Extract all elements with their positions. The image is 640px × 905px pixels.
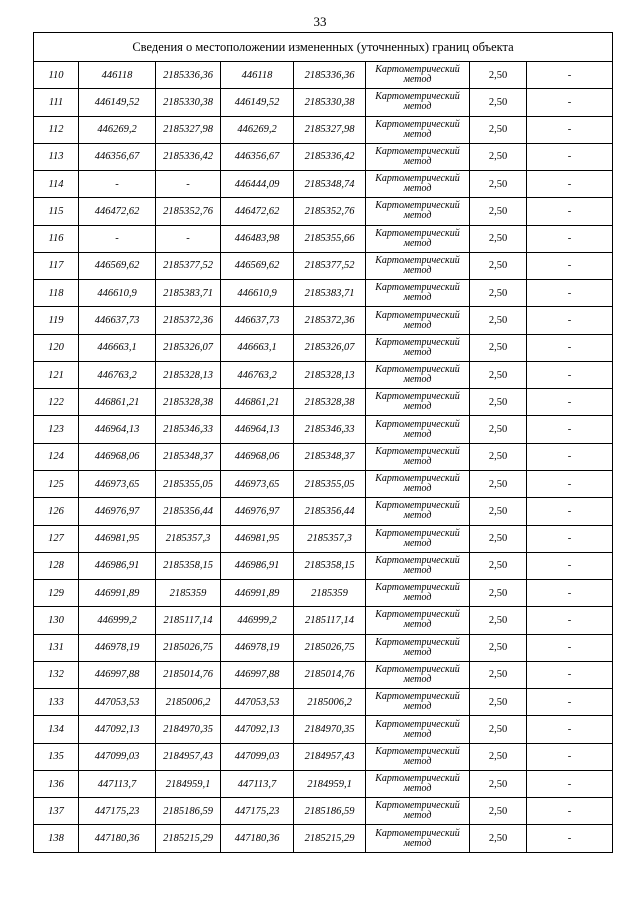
point-number-cell: 129 (34, 580, 79, 607)
refined-y-cell: 2185355,05 (294, 470, 366, 497)
determination-method-cell: Картометрический метод (366, 62, 470, 89)
existing-y-cell: 2185330,38 (156, 89, 221, 116)
refined-x-cell: 446269,2 (221, 116, 294, 143)
refined-x-cell: 446973,65 (221, 470, 294, 497)
table-row (34, 770, 613, 797)
table-row (34, 171, 613, 198)
point-number-cell: 127 (34, 525, 79, 552)
existing-x-cell: 447175,23 (79, 798, 156, 825)
existing-y-cell: 2185377,52 (156, 252, 221, 279)
accuracy-cell: 2,50 (470, 552, 527, 579)
determination-method-cell: Картометрический метод (366, 743, 470, 770)
refined-y-cell: 2185326,07 (294, 334, 366, 361)
point-number-cell: 115 (34, 198, 79, 225)
determination-method-cell: Картометрический метод (366, 825, 470, 852)
note-cell: - (527, 470, 613, 497)
existing-y-cell: 2184959,1 (156, 770, 221, 797)
point-number-cell: 114 (34, 171, 79, 198)
accuracy-cell: 2,50 (470, 307, 527, 334)
accuracy-cell: 2,50 (470, 252, 527, 279)
note-cell: - (527, 498, 613, 525)
refined-x-cell: 447092,13 (221, 716, 294, 743)
accuracy-cell: 2,50 (470, 334, 527, 361)
accuracy-cell: 2,50 (470, 143, 527, 170)
refined-x-cell: 446981,95 (221, 525, 294, 552)
determination-method-cell: Картометрический метод (366, 143, 470, 170)
refined-y-cell: 2185383,71 (294, 280, 366, 307)
determination-method-cell: Картометрический метод (366, 443, 470, 470)
note-cell: - (527, 525, 613, 552)
accuracy-cell: 2,50 (470, 607, 527, 634)
existing-x-cell: 446986,91 (79, 552, 156, 579)
existing-x-cell: 446968,06 (79, 443, 156, 470)
refined-y-cell: 2184959,1 (294, 770, 366, 797)
accuracy-cell: 2,50 (470, 416, 527, 443)
existing-y-cell: 2185357,3 (156, 525, 221, 552)
accuracy-cell: 2,50 (470, 798, 527, 825)
table-row (34, 389, 613, 416)
table-row (34, 607, 613, 634)
note-cell: - (527, 307, 613, 334)
table-row (34, 743, 613, 770)
refined-y-cell: 2184957,43 (294, 743, 366, 770)
determination-method-cell: Картометрический метод (366, 770, 470, 797)
table-row (34, 307, 613, 334)
note-cell: - (527, 389, 613, 416)
point-number-cell: 130 (34, 607, 79, 634)
existing-x-cell: 446118 (79, 62, 156, 89)
existing-x-cell: 446981,95 (79, 525, 156, 552)
table-row (34, 280, 613, 307)
note-cell: - (527, 825, 613, 852)
existing-x-cell: 446976,97 (79, 498, 156, 525)
existing-x-cell: 447092,13 (79, 716, 156, 743)
existing-x-cell: 446610,9 (79, 280, 156, 307)
refined-y-cell: 2185336,42 (294, 143, 366, 170)
refined-x-cell: 446569,62 (221, 252, 294, 279)
determination-method-cell: Картометрический метод (366, 389, 470, 416)
determination-method-cell: Картометрический метод (366, 307, 470, 334)
accuracy-cell: 2,50 (470, 171, 527, 198)
refined-x-cell: 446610,9 (221, 280, 294, 307)
note-cell: - (527, 334, 613, 361)
refined-y-cell: 2185186,59 (294, 798, 366, 825)
existing-x-cell: 447113,7 (79, 770, 156, 797)
existing-x-cell: 446964,13 (79, 416, 156, 443)
table-row (34, 661, 613, 688)
note-cell: - (527, 416, 613, 443)
note-cell: - (527, 143, 613, 170)
note-cell: - (527, 443, 613, 470)
existing-y-cell: 2185348,37 (156, 443, 221, 470)
accuracy-cell: 2,50 (470, 389, 527, 416)
determination-method-cell: Картометрический метод (366, 116, 470, 143)
refined-x-cell: 446763,2 (221, 361, 294, 388)
existing-y-cell: 2185328,38 (156, 389, 221, 416)
existing-y-cell: 2185383,71 (156, 280, 221, 307)
table-row (34, 470, 613, 497)
existing-x-cell: 446999,2 (79, 607, 156, 634)
existing-y-cell: 2185358,15 (156, 552, 221, 579)
refined-x-cell: 446964,13 (221, 416, 294, 443)
point-number-cell: 119 (34, 307, 79, 334)
refined-y-cell: 2185014,76 (294, 661, 366, 688)
accuracy-cell: 2,50 (470, 225, 527, 252)
existing-y-cell: 2185215,29 (156, 825, 221, 852)
refined-y-cell: 2185357,3 (294, 525, 366, 552)
point-number-cell: 123 (34, 416, 79, 443)
determination-method-cell: Картометрический метод (366, 89, 470, 116)
point-number-cell: 138 (34, 825, 79, 852)
existing-x-cell: 446637,73 (79, 307, 156, 334)
determination-method-cell: Картометрический метод (366, 470, 470, 497)
point-number-cell: 128 (34, 552, 79, 579)
note-cell: - (527, 552, 613, 579)
point-number-cell: 116 (34, 225, 79, 252)
refined-x-cell: 446999,2 (221, 607, 294, 634)
refined-x-cell: 447113,7 (221, 770, 294, 797)
boundary-coordinates-table (33, 32, 613, 853)
refined-y-cell: 2185359 (294, 580, 366, 607)
point-number-cell: 117 (34, 252, 79, 279)
determination-method-cell: Картометрический метод (366, 634, 470, 661)
accuracy-cell: 2,50 (470, 661, 527, 688)
determination-method-cell: Картометрический метод (366, 607, 470, 634)
note-cell: - (527, 361, 613, 388)
point-number-cell: 113 (34, 143, 79, 170)
existing-y-cell: - (156, 225, 221, 252)
table-row (34, 716, 613, 743)
table-row (34, 334, 613, 361)
point-number-cell: 111 (34, 89, 79, 116)
accuracy-cell: 2,50 (470, 198, 527, 225)
determination-method-cell: Картометрический метод (366, 580, 470, 607)
note-cell: - (527, 580, 613, 607)
existing-y-cell: 2185359 (156, 580, 221, 607)
note-cell: - (527, 280, 613, 307)
refined-y-cell: 2185336,36 (294, 62, 366, 89)
table-row (34, 825, 613, 852)
determination-method-cell: Картометрический метод (366, 361, 470, 388)
existing-y-cell: 2185372,36 (156, 307, 221, 334)
point-number-cell: 134 (34, 716, 79, 743)
existing-y-cell: 2185356,44 (156, 498, 221, 525)
refined-x-cell: 446997,88 (221, 661, 294, 688)
point-number-cell: 131 (34, 634, 79, 661)
refined-x-cell: 446356,67 (221, 143, 294, 170)
refined-x-cell: 446483,98 (221, 225, 294, 252)
table-row (34, 580, 613, 607)
table-body (34, 62, 613, 853)
refined-x-cell: 446991,89 (221, 580, 294, 607)
refined-x-cell: 446968,06 (221, 443, 294, 470)
note-cell: - (527, 89, 613, 116)
note-cell: - (527, 62, 613, 89)
point-number-cell: 126 (34, 498, 79, 525)
existing-y-cell: 2185328,13 (156, 361, 221, 388)
existing-x-cell: 447180,36 (79, 825, 156, 852)
point-number-cell: 125 (34, 470, 79, 497)
refined-y-cell: 2185117,14 (294, 607, 366, 634)
refined-y-cell: 2185330,38 (294, 89, 366, 116)
accuracy-cell: 2,50 (470, 634, 527, 661)
determination-method-cell: Картометрический метод (366, 416, 470, 443)
note-cell: - (527, 634, 613, 661)
accuracy-cell: 2,50 (470, 62, 527, 89)
table-row (34, 143, 613, 170)
table-row (34, 89, 613, 116)
existing-x-cell: 447053,53 (79, 689, 156, 716)
existing-y-cell: 2185352,76 (156, 198, 221, 225)
refined-y-cell: 2185215,29 (294, 825, 366, 852)
existing-y-cell: 2185346,33 (156, 416, 221, 443)
refined-y-cell: 2185348,37 (294, 443, 366, 470)
note-cell: - (527, 770, 613, 797)
accuracy-cell: 2,50 (470, 716, 527, 743)
refined-x-cell: 446472,62 (221, 198, 294, 225)
table-row (34, 443, 613, 470)
point-number-cell: 122 (34, 389, 79, 416)
refined-y-cell: 2185346,33 (294, 416, 366, 443)
refined-y-cell: 2185355,66 (294, 225, 366, 252)
accuracy-cell: 2,50 (470, 361, 527, 388)
refined-x-cell: 446976,97 (221, 498, 294, 525)
existing-y-cell: 2184957,43 (156, 743, 221, 770)
accuracy-cell: 2,50 (470, 525, 527, 552)
note-cell: - (527, 798, 613, 825)
table-row (34, 798, 613, 825)
note-cell: - (527, 716, 613, 743)
note-cell: - (527, 198, 613, 225)
accuracy-cell: 2,50 (470, 580, 527, 607)
refined-x-cell: 446663,1 (221, 334, 294, 361)
refined-x-cell: 446637,73 (221, 307, 294, 334)
determination-method-cell: Картометрический метод (366, 689, 470, 716)
refined-y-cell: 2185352,76 (294, 198, 366, 225)
existing-x-cell: 446973,65 (79, 470, 156, 497)
existing-x-cell: 447099,03 (79, 743, 156, 770)
table-row (34, 361, 613, 388)
note-cell: - (527, 225, 613, 252)
existing-y-cell: 2185006,2 (156, 689, 221, 716)
existing-x-cell: - (79, 225, 156, 252)
point-number-cell: 124 (34, 443, 79, 470)
table-title-row (34, 33, 613, 62)
determination-method-cell: Картометрический метод (366, 525, 470, 552)
refined-y-cell: 2185348,74 (294, 171, 366, 198)
determination-method-cell: Картометрический метод (366, 716, 470, 743)
existing-x-cell: 446997,88 (79, 661, 156, 688)
point-number-cell: 110 (34, 62, 79, 89)
note-cell: - (527, 743, 613, 770)
table-title: Сведения о местоположении измененных (уточненных) границ объекта (34, 33, 613, 62)
table-row (34, 525, 613, 552)
point-number-cell: 136 (34, 770, 79, 797)
existing-x-cell: 446472,62 (79, 198, 156, 225)
note-cell: - (527, 252, 613, 279)
refined-y-cell: 2185358,15 (294, 552, 366, 579)
existing-y-cell: 2185336,42 (156, 143, 221, 170)
table-row (34, 634, 613, 661)
determination-method-cell: Картометрический метод (366, 225, 470, 252)
existing-x-cell: - (79, 171, 156, 198)
page-number: 33 (313, 14, 327, 29)
table-row (34, 498, 613, 525)
point-number-cell: 137 (34, 798, 79, 825)
table-row (34, 198, 613, 225)
accuracy-cell: 2,50 (470, 498, 527, 525)
existing-x-cell: 446356,67 (79, 143, 156, 170)
determination-method-cell: Картометрический метод (366, 798, 470, 825)
refined-x-cell: 447180,36 (221, 825, 294, 852)
accuracy-cell: 2,50 (470, 689, 527, 716)
refined-x-cell: 446986,91 (221, 552, 294, 579)
accuracy-cell: 2,50 (470, 770, 527, 797)
refined-x-cell: 446118 (221, 62, 294, 89)
determination-method-cell: Картометрический метод (366, 661, 470, 688)
point-number-cell: 120 (34, 334, 79, 361)
note-cell: - (527, 607, 613, 634)
accuracy-cell: 2,50 (470, 116, 527, 143)
refined-x-cell: 447099,03 (221, 743, 294, 770)
accuracy-cell: 2,50 (470, 280, 527, 307)
accuracy-cell: 2,50 (470, 743, 527, 770)
note-cell: - (527, 661, 613, 688)
note-cell: - (527, 171, 613, 198)
refined-y-cell: 2185327,98 (294, 116, 366, 143)
existing-x-cell: 446861,21 (79, 389, 156, 416)
refined-y-cell: 2185026,75 (294, 634, 366, 661)
existing-y-cell: - (156, 171, 221, 198)
point-number-cell: 112 (34, 116, 79, 143)
existing-x-cell: 446763,2 (79, 361, 156, 388)
existing-y-cell: 2185186,59 (156, 798, 221, 825)
existing-x-cell: 446269,2 (79, 116, 156, 143)
note-cell: - (527, 689, 613, 716)
refined-y-cell: 2185328,13 (294, 361, 366, 388)
existing-y-cell: 2185117,14 (156, 607, 221, 634)
point-number-cell: 133 (34, 689, 79, 716)
table-row (34, 116, 613, 143)
accuracy-cell: 2,50 (470, 825, 527, 852)
existing-x-cell: 446978,19 (79, 634, 156, 661)
existing-x-cell: 446149,52 (79, 89, 156, 116)
existing-x-cell: 446991,89 (79, 580, 156, 607)
existing-x-cell: 446663,1 (79, 334, 156, 361)
existing-y-cell: 2184970,35 (156, 716, 221, 743)
refined-y-cell: 2185328,38 (294, 389, 366, 416)
accuracy-cell: 2,50 (470, 443, 527, 470)
existing-y-cell: 2185336,36 (156, 62, 221, 89)
existing-y-cell: 2185326,07 (156, 334, 221, 361)
table-row (34, 552, 613, 579)
existing-x-cell: 446569,62 (79, 252, 156, 279)
point-number-cell: 118 (34, 280, 79, 307)
table-row (34, 416, 613, 443)
existing-y-cell: 2185014,76 (156, 661, 221, 688)
determination-method-cell: Картометрический метод (366, 198, 470, 225)
determination-method-cell: Картометрический метод (366, 334, 470, 361)
determination-method-cell: Картометрический метод (366, 252, 470, 279)
table-row (34, 225, 613, 252)
table-row (34, 252, 613, 279)
refined-x-cell: 447175,23 (221, 798, 294, 825)
refined-y-cell: 2185356,44 (294, 498, 366, 525)
refined-y-cell: 2185006,2 (294, 689, 366, 716)
refined-x-cell: 446444,09 (221, 171, 294, 198)
accuracy-cell: 2,50 (470, 89, 527, 116)
table-row (34, 689, 613, 716)
refined-x-cell: 447053,53 (221, 689, 294, 716)
note-cell: - (527, 116, 613, 143)
determination-method-cell: Картометрический метод (366, 280, 470, 307)
refined-y-cell: 2185377,52 (294, 252, 366, 279)
refined-y-cell: 2184970,35 (294, 716, 366, 743)
point-number-cell: 132 (34, 661, 79, 688)
existing-y-cell: 2185327,98 (156, 116, 221, 143)
refined-x-cell: 446861,21 (221, 389, 294, 416)
determination-method-cell: Картометрический метод (366, 498, 470, 525)
determination-method-cell: Картометрический метод (366, 552, 470, 579)
refined-y-cell: 2185372,36 (294, 307, 366, 334)
accuracy-cell: 2,50 (470, 470, 527, 497)
existing-y-cell: 2185026,75 (156, 634, 221, 661)
existing-y-cell: 2185355,05 (156, 470, 221, 497)
table-row (34, 62, 613, 89)
determination-method-cell: Картометрический метод (366, 171, 470, 198)
point-number-cell: 135 (34, 743, 79, 770)
refined-x-cell: 446149,52 (221, 89, 294, 116)
point-number-cell: 121 (34, 361, 79, 388)
refined-x-cell: 446978,19 (221, 634, 294, 661)
